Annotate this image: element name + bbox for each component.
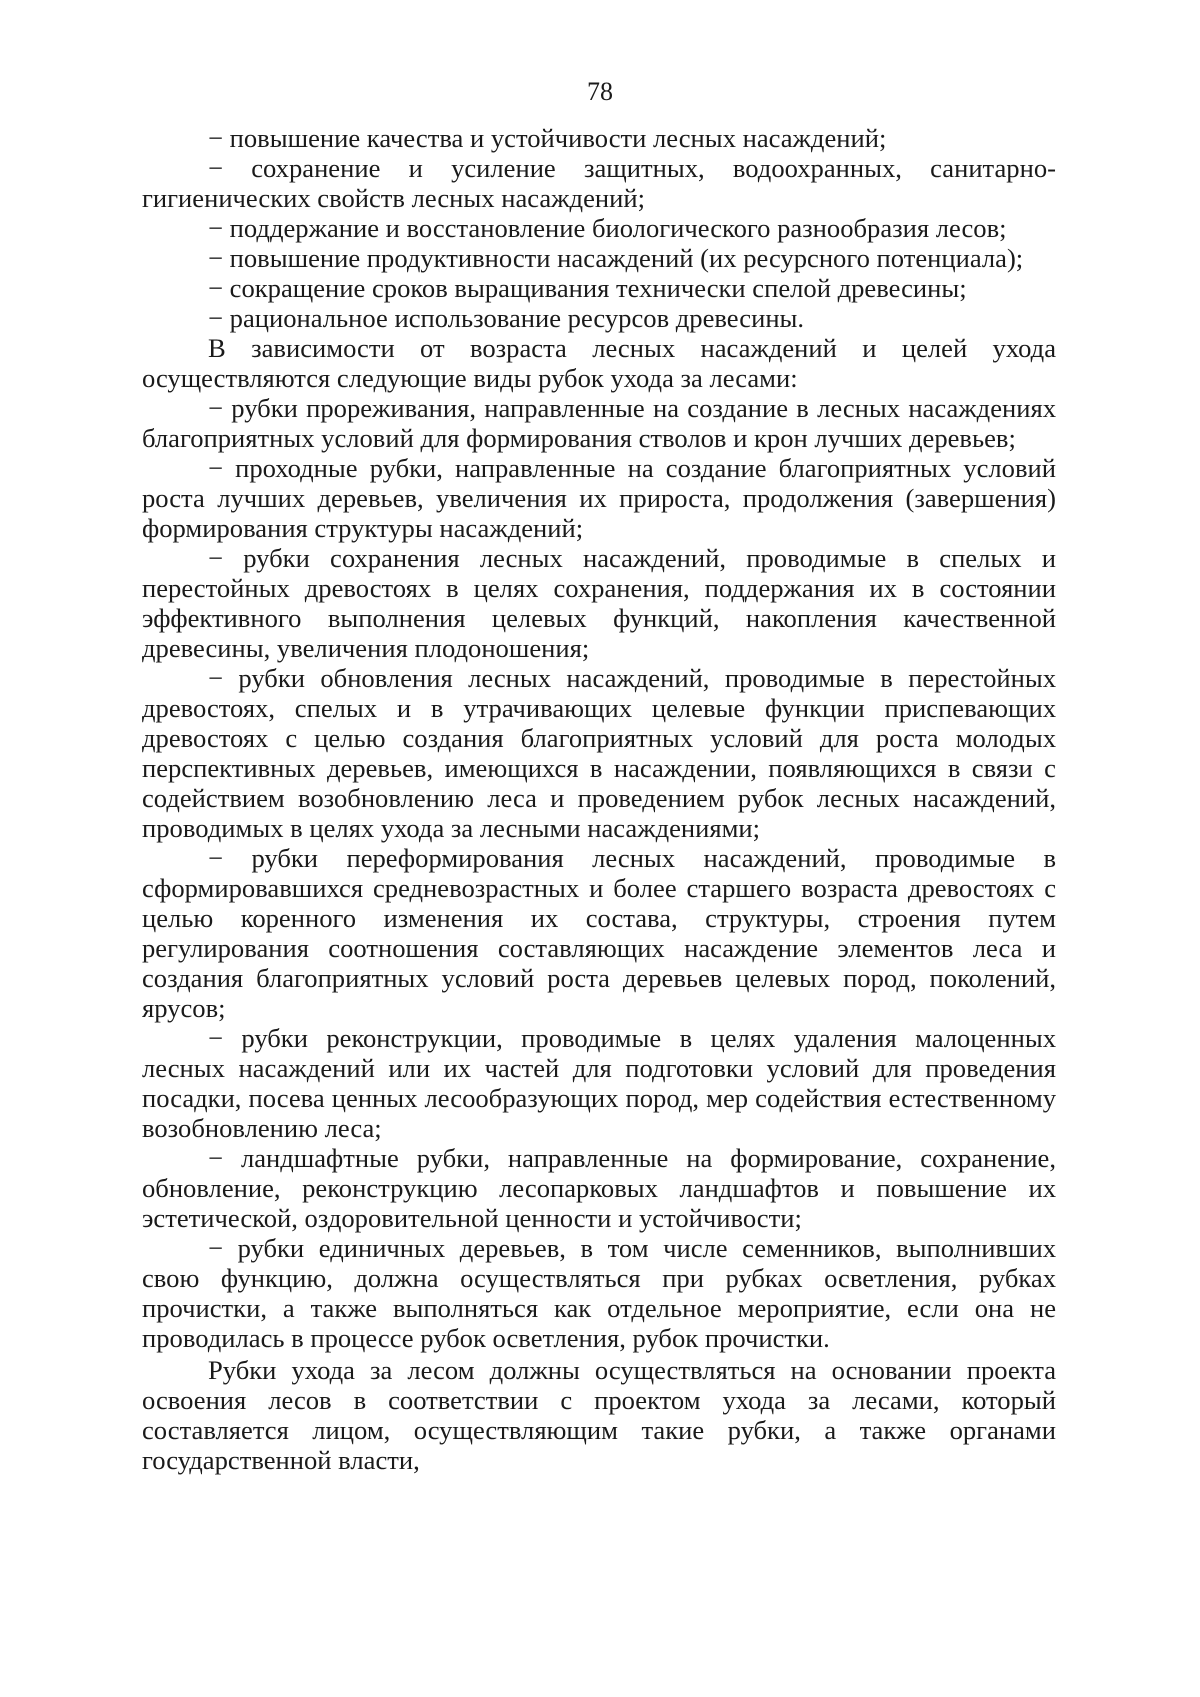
list-item: − повышение качества и устойчивости лесных насаждений; [208, 123, 887, 153]
list-item: − рациональное использование ресурсов древесины. [208, 303, 805, 333]
document-body [142, 123, 1056, 1475]
list-item: − поддержание и восстановление биологического разнообразия лесов; [208, 213, 1007, 243]
list-item: − рубки реконструкции, проводимые в целях удаления малоценных лесных насаждений или их частей для подготовки условий для проведения посадки, посева ценных лесообразующих пород, мер содействия естественному возобновлению леса; [142, 1023, 1056, 1143]
page-number: 78 [587, 77, 613, 106]
list-item: − рубки сохранения лесных насаждений, проводимые в спелых и перестойных древостоях в целях сохранения, поддержания их в состоянии эффективного выполнения целевых функций, накопления качественной древесины, увеличения плодоношения; [142, 543, 1056, 663]
list-item: − рубки прореживания, направленные на создание в лесных насаждениях благоприятных условий для формирования стволов и крон лучших деревьев; [142, 393, 1056, 453]
body-paragraph: В зависимости от возраста лесных насаждений и целей ухода осуществляются следующие виды рубок ухода за лесами: [142, 333, 1056, 393]
list-item: − сокращение сроков выращивания технически спелой древесины; [208, 273, 967, 303]
list-item: − сохранение и усиление защитных, водоохранных, санитарно-гигиенических свойств лесных насаждений; [142, 153, 1056, 213]
list-item: − проходные рубки, направленные на создание благоприятных условий роста лучших деревьев, увеличения их прироста, продолжения (завершения) формирования структуры насаждений; [142, 453, 1056, 543]
list-item: − рубки переформирования лесных насаждений, проводимые в сформировавшихся средневозрастных и более старшего возраста древостоях с целью коренного изменения их состава, структуры, строения путем регулирования соотношения составляющих насаждение элементов леса и создания благоприятных условий роста деревьев целевых пород, поколений, ярусов; [142, 843, 1056, 1023]
list-item: − ландшафтные рубки, направленные на формирование, сохранение, обновление, реконструкцию лесопарковых ландшафтов и повышение их эстетической, оздоровительной ценности и устойчивости; [142, 1143, 1056, 1233]
list-item: − повышение продуктивности насаждений (их ресурсного потенциала); [208, 243, 1024, 273]
body-paragraph: Рубки ухода за лесом должны осуществляться на основании проекта освоения лесов в соответствии с проектом ухода за лесами, который составляется лицом, осуществляющим такие рубки, а также органами государственной власти, [142, 1355, 1056, 1475]
list-item: − рубки единичных деревьев, в том числе семенников, выполнивших свою функцию, должна осуществляться при рубках осветления, рубках прочистки, а также выполняться как отдельное мероприятие, если она не проводилась в процессе рубок осветления, рубок прочистки. [142, 1233, 1056, 1353]
list-item: − рубки обновления лесных насаждений, проводимые в перестойных древостоях, спелых и в утрачивающих целевые функции приспевающих древостоях с целью создания благоприятных условий для роста молодых перспективных деревьев, имеющихся в насаждении, появляющихся в связи с содействием возобновлению леса и проведением рубок лесных насаждений, проводимых в целях ухода за лесными насаждениями; [142, 663, 1056, 843]
